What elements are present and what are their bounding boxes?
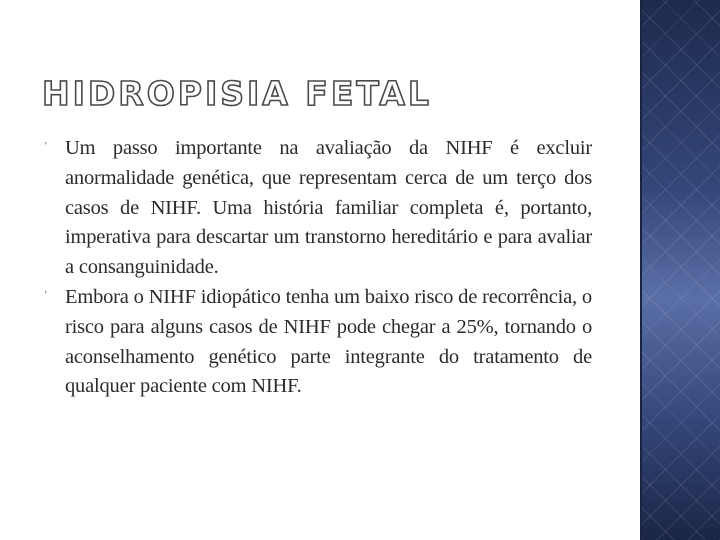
bullet-text: Embora o NIHF idiopático tenha um baixo risco de recorrência, o risco para alguns casos de NIHF pode chegar a 25%, tornando o aconselhamento genético parte integrante do tratamento de qualquer paciente com NIHF. [65, 285, 592, 398]
bullet-list [44, 134, 592, 402]
slide-title: HIDROPISIA FETAL [42, 74, 432, 113]
bullet-text: Um passo importante na avaliação da NIHF é excluir anormalidade genética, que representam cerca de um terço dos casos de NIHF. Uma história familiar completa é, portanto, imperativa para descartar um transtorno hereditário e para avaliar a consanguinidade. [65, 137, 592, 279]
bullet-marker-icon: ’ [44, 289, 48, 301]
bullet-item [44, 283, 592, 402]
bullet-item [44, 134, 592, 283]
bullet-marker-icon: ’ [44, 141, 48, 152]
decorative-side-panel [642, 0, 720, 540]
